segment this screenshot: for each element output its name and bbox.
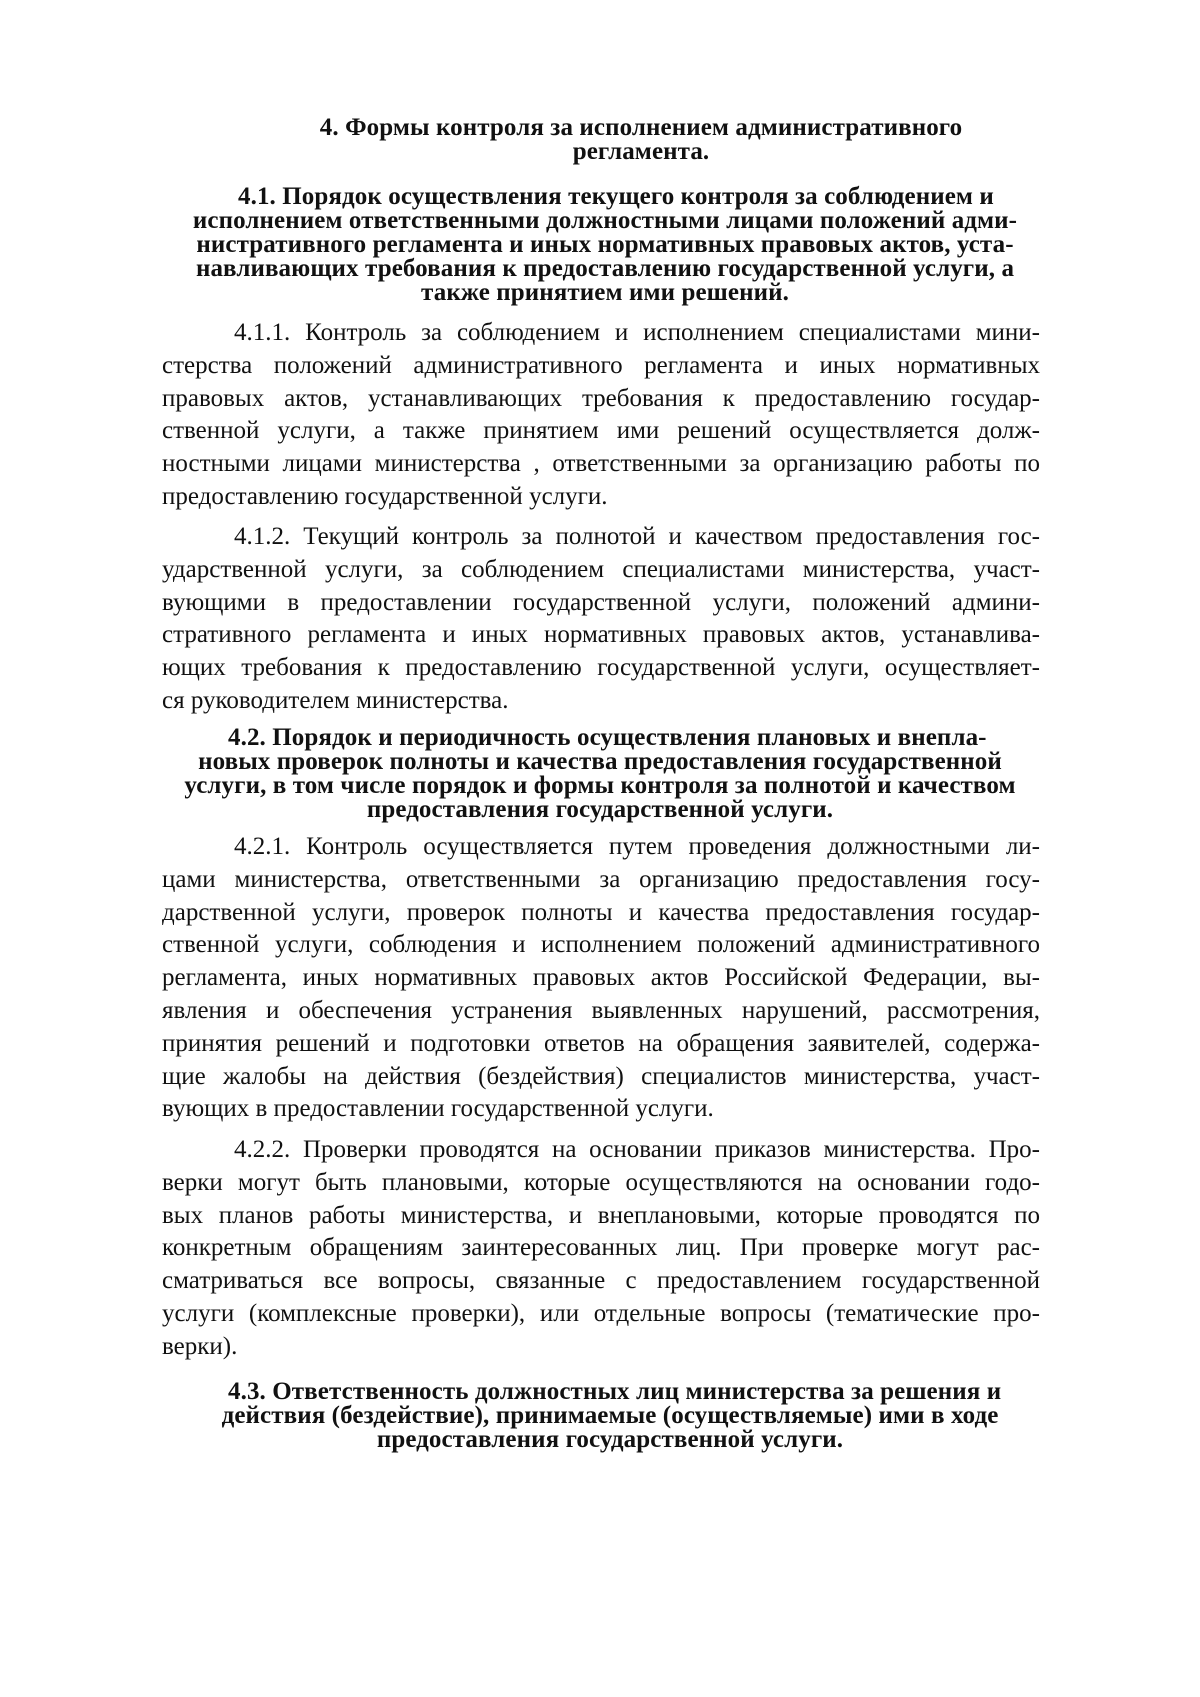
heading-line: предоставления государственной услуги. — [376, 1426, 844, 1453]
heading-line: предоставления государственной услуги. — [366, 796, 834, 823]
paragraph-4-2-1 — [162, 831, 1040, 1126]
paragraph-line: 4.1.2. Текущий контроль за полнотой и качеством предоставления гос- — [234, 523, 1040, 550]
heading-line: 4.1. Порядок осуществления текущего контроля за соблюдением и — [238, 183, 994, 210]
paragraph-4-1-1 — [162, 317, 1040, 514]
paragraph-line: цами министерства, ответственными за организацию предоставления госу- — [162, 865, 1040, 893]
paragraph-line: ственной услуги, соблюдения и исполнением положений административного — [162, 931, 1040, 959]
paragraph-line: вующих в предоставлении государственной услуги. — [162, 1095, 714, 1123]
heading-line: навливающих требования к предоставлению государственной услуги, а — [195, 255, 1015, 282]
heading-line: 4.3. Ответственность должностных лиц министерства за решения и — [228, 1378, 1002, 1405]
heading-line: 4.2. Порядок и периодичность осуществления плановых и внепла- — [228, 724, 987, 751]
paragraph-line: дарственной услуги, проверок полноты и качества предоставления государ- — [162, 898, 1040, 926]
heading-line: исполнением ответственными должностными лицами положений адми- — [192, 207, 1018, 234]
paragraph-line: регламента, иных нормативных правовых актов Российской Федерации, вы- — [162, 964, 1040, 992]
paragraph-line: предоставлению государственной услуги. — [162, 482, 608, 510]
paragraph-line: ся руководителем министерства. — [162, 686, 509, 714]
paragraph-line: услуги (комплексные проверки), или отдельные вопросы (тематические про- — [162, 1299, 1040, 1327]
paragraph-line: явления и обеспечения устранения выявленных нарушений, рассмотрения, — [162, 996, 1040, 1024]
paragraph-line: принятия решений и подготовки ответов на обращения заявителей, содержа- — [162, 1029, 1040, 1057]
paragraph-line: 4.2.1. Контроль осуществляется путем проведения должностными ли- — [234, 833, 1040, 860]
heading-line: нистративного регламента и иных нормативных правовых актов, уста- — [196, 231, 1014, 258]
heading-line: новых проверок полноты и качества предоставления государственной — [198, 748, 1002, 775]
heading-line: услуги, в том числе порядок и формы контроля за полнотой и качеством — [184, 772, 1016, 799]
paragraph-line: стративного регламента и иных нормативных правовых актов, устанавлива- — [162, 621, 1040, 649]
paragraph-line: ударственной услуги, за соблюдением специалистами министерства, участ- — [162, 555, 1040, 583]
section-4-2-heading — [160, 726, 1040, 822]
section-4-heading — [300, 116, 982, 164]
heading-line: также принятием ими решений. — [421, 279, 789, 306]
paragraph-line: верки). — [162, 1332, 238, 1360]
heading-line: регламента. — [572, 138, 710, 165]
paragraph-line: 4.2.2. Проверки проводятся на основании приказов министерства. Про- — [234, 1136, 1040, 1163]
heading-line: действия (бездействие), принимаемые (осуществляемые) ими в ходе — [221, 1402, 999, 1429]
paragraph-line: конкретным обращениям заинтересованных лиц. При проверке могут рас- — [162, 1234, 1040, 1262]
paragraph-line: верки могут быть плановыми, которые осуществляются на основании годо- — [162, 1168, 1040, 1196]
paragraph-line: сматриваться все вопросы, связанные с предоставлением государственной — [162, 1267, 1040, 1295]
paragraph-line: правовых актов, устанавливающих требования к предоставлению государ- — [162, 384, 1040, 412]
paragraph-line: ностными лицами министерства , ответственными за организацию работы по — [162, 450, 1040, 478]
paragraph-line: стерства положений административного регламента и иных нормативных — [162, 351, 1040, 379]
paragraph-line: вых планов работы министерства, и внеплановыми, которые проводятся по — [162, 1201, 1040, 1229]
paragraph-line: ющих требования к предоставлению государственной услуги, осуществляет- — [162, 654, 1040, 682]
paragraph-line: 4.1.1. Контроль за соблюдением и исполнением специалистами мини- — [234, 319, 1040, 346]
section-4-3-heading — [180, 1380, 1040, 1452]
section-4-1-heading — [170, 185, 1040, 305]
heading-line: 4. Формы контроля за исполнением административного — [319, 114, 963, 141]
paragraph-4-1-2 — [162, 521, 1040, 718]
paragraph-line: вующими в предоставлении государственной услуги, положений админи- — [162, 588, 1040, 616]
paragraph-4-2-2 — [162, 1134, 1040, 1364]
paragraph-line: ственной услуги, а также принятием ими решений осуществляется долж- — [162, 417, 1040, 445]
paragraph-line: щие жалобы на действия (бездействия) специалистов министерства, участ- — [162, 1062, 1040, 1090]
